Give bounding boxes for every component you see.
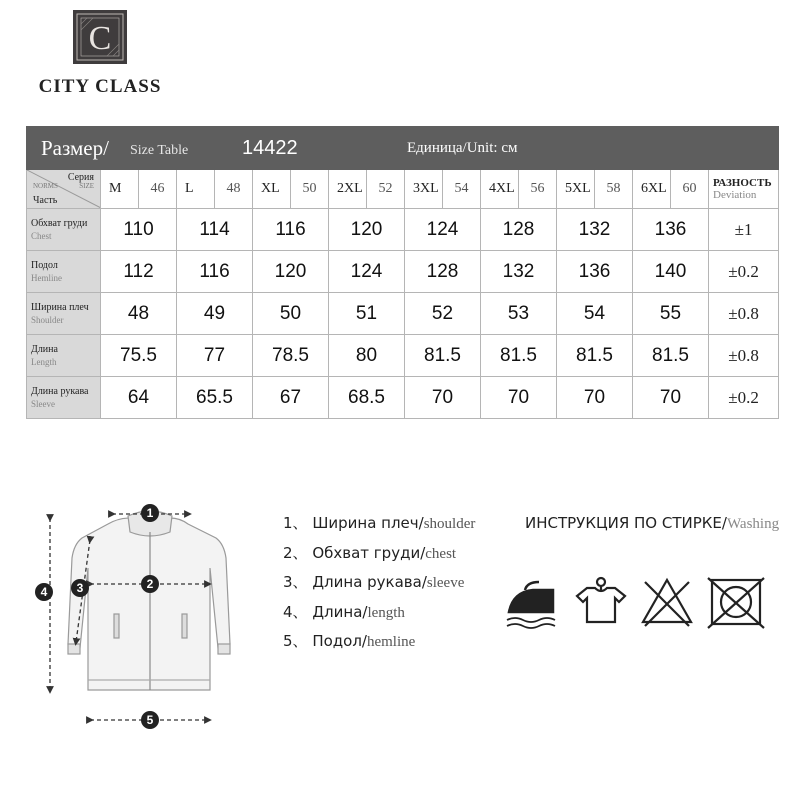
table-cell: 70 [481, 377, 557, 419]
table-cell: 132 [557, 209, 633, 251]
size-number: 54 [443, 170, 481, 209]
table-cell: 116 [253, 209, 329, 251]
table-title-bar [27, 127, 779, 170]
table-cell: 132 [481, 251, 557, 293]
table-cell: 128 [481, 209, 557, 251]
table-cell: 64 [101, 377, 177, 419]
unit-label: Единица/Unit: см [407, 140, 518, 156]
legend-ru: Длина/ [312, 602, 368, 621]
marker-3 [71, 579, 89, 597]
size-label: L [177, 170, 215, 209]
table-cell: 120 [253, 251, 329, 293]
table-cell: 75.5 [101, 335, 177, 377]
corner-size: SIZE [79, 182, 94, 190]
deviation-header-en: Deviation [713, 189, 757, 201]
table-cell: 116 [177, 251, 253, 293]
table-row [27, 377, 779, 419]
table-cell: 49 [177, 293, 253, 335]
table-cell: 67 [253, 377, 329, 419]
row-label-en: Chest [31, 230, 52, 241]
legend-en: length [367, 604, 405, 621]
legend-en: sleeve [426, 575, 465, 591]
row-label [27, 335, 101, 377]
table-cell: 81.5 [633, 335, 709, 377]
table-cell: 114 [177, 209, 253, 251]
table-cell: 140 [633, 251, 709, 293]
model-number: 14422 [242, 137, 298, 159]
legend-num: 3、 [283, 573, 308, 591]
legend-en: hemline [366, 634, 416, 650]
table-row [27, 335, 779, 377]
table-cell: 110 [101, 209, 177, 251]
legend-item [283, 571, 475, 601]
size-label: 3XL [405, 170, 443, 209]
table-row [27, 209, 779, 251]
legend-item [283, 512, 475, 542]
table-title-ru: Размер/ [41, 136, 109, 160]
legend-item [283, 630, 475, 660]
size-label: 6XL [633, 170, 671, 209]
deviation-header-ru: РАЗНОСТЬ [713, 177, 772, 189]
svg-text:2: 2 [146, 577, 154, 591]
table-corner-header [27, 170, 101, 209]
corner-series: Серия [67, 172, 94, 183]
table-cell: 124 [329, 251, 405, 293]
svg-text:4: 4 [40, 585, 48, 599]
deviation-header [709, 170, 779, 209]
brand-name: CITY CLASS [38, 76, 162, 97]
size-number: 60 [671, 170, 709, 209]
legend-ru: Обхват груди/ [312, 543, 426, 562]
size-label: M [101, 170, 139, 209]
legend-item [283, 542, 475, 572]
legend-num: 5、 [283, 632, 308, 650]
deviation-cell: ±1 [709, 209, 779, 251]
legend-num: 2、 [283, 543, 308, 562]
row-label-ru: Длина рукава [31, 385, 89, 397]
deviation-cell: ±0.2 [709, 251, 779, 293]
table-cell: 136 [633, 209, 709, 251]
table-cell: 68.5 [329, 377, 405, 419]
row-label-en: Hemline [31, 272, 62, 283]
svg-text:1: 1 [146, 506, 154, 520]
table-cell: 77 [177, 335, 253, 377]
size-number: 58 [595, 170, 633, 209]
table-row [27, 293, 779, 335]
row-label-ru: Ширина плеч [31, 301, 89, 313]
size-number: 50 [291, 170, 329, 209]
table-cell: 54 [557, 293, 633, 335]
row-label-en: Length [31, 356, 57, 367]
table-cell: 65.5 [177, 377, 253, 419]
legend-en: shoulder [423, 516, 476, 532]
table-cell: 112 [101, 251, 177, 293]
table-cell: 53 [481, 293, 557, 335]
marker-4 [35, 583, 53, 601]
table-cell: 81.5 [405, 335, 481, 377]
table-cell: 70 [405, 377, 481, 419]
table-cell: 55 [633, 293, 709, 335]
size-label: 2XL [329, 170, 367, 209]
hand-wash-icon [571, 574, 631, 630]
row-label-ru: Подол [31, 259, 58, 271]
svg-text:5: 5 [146, 713, 154, 727]
table-cell: 70 [557, 377, 633, 419]
table-cell: 80 [329, 335, 405, 377]
legend-item [283, 601, 475, 631]
washing-title-en: Washing [726, 516, 780, 532]
row-label-en: Sleeve [31, 398, 55, 409]
table-cell: 48 [101, 293, 177, 335]
row-label [27, 377, 101, 419]
row-label [27, 293, 101, 335]
size-label: 4XL [481, 170, 519, 209]
row-label [27, 251, 101, 293]
iron-icon [503, 574, 563, 630]
brand-logo [73, 10, 127, 64]
size-table [26, 126, 779, 419]
table-cell: 128 [405, 251, 481, 293]
measurement-legend [283, 512, 475, 660]
size-label: 5XL [557, 170, 595, 209]
size-number: 52 [367, 170, 405, 209]
deviation-cell: ±0.8 [709, 293, 779, 335]
jacket-outline [68, 511, 230, 690]
size-number: 48 [215, 170, 253, 209]
table-cell: 51 [329, 293, 405, 335]
table-cell: 70 [633, 377, 709, 419]
deviation-cell: ±0.2 [709, 377, 779, 419]
legend-ru: Подол/ [312, 632, 367, 650]
svg-text:3: 3 [76, 581, 84, 595]
size-number: 56 [519, 170, 557, 209]
corner-norms: NORMS [33, 182, 58, 190]
row-label-en: Shoulder [31, 314, 64, 325]
legend-ru: Ширина плеч/ [312, 514, 424, 532]
table-title-en: Size Table [130, 143, 189, 158]
legend-en: chest [425, 545, 457, 562]
row-label [27, 209, 101, 251]
table-cell: 120 [329, 209, 405, 251]
legend-ru: Длина рукава/ [312, 573, 427, 591]
table-cell: 124 [405, 209, 481, 251]
table-cell: 81.5 [557, 335, 633, 377]
table-cell: 52 [405, 293, 481, 335]
no-bleach-icon [637, 574, 697, 630]
table-cell: 78.5 [253, 335, 329, 377]
marker-1 [141, 504, 159, 522]
washing-title [525, 514, 779, 533]
table-cell: 81.5 [481, 335, 557, 377]
table-row [27, 251, 779, 293]
deviation-cell: ±0.8 [709, 335, 779, 377]
table-cell: 50 [253, 293, 329, 335]
row-label-ru: Длина [31, 343, 58, 355]
size-number: 46 [139, 170, 177, 209]
marker-2 [141, 575, 159, 593]
no-tumble-dry-icon [706, 574, 766, 630]
row-label-ru: Обхват груди [31, 217, 88, 229]
size-label: XL [253, 170, 291, 209]
logo-letter: C [88, 20, 112, 57]
legend-num: 1、 [283, 514, 308, 532]
marker-5 [141, 711, 159, 729]
table-cell: 136 [557, 251, 633, 293]
legend-num: 4、 [283, 602, 308, 621]
jacket-diagram [20, 494, 260, 734]
corner-part: Часть [33, 195, 58, 206]
washing-title-ru: ИНСТРУКЦИЯ ПО СТИРКЕ/ [525, 514, 727, 532]
